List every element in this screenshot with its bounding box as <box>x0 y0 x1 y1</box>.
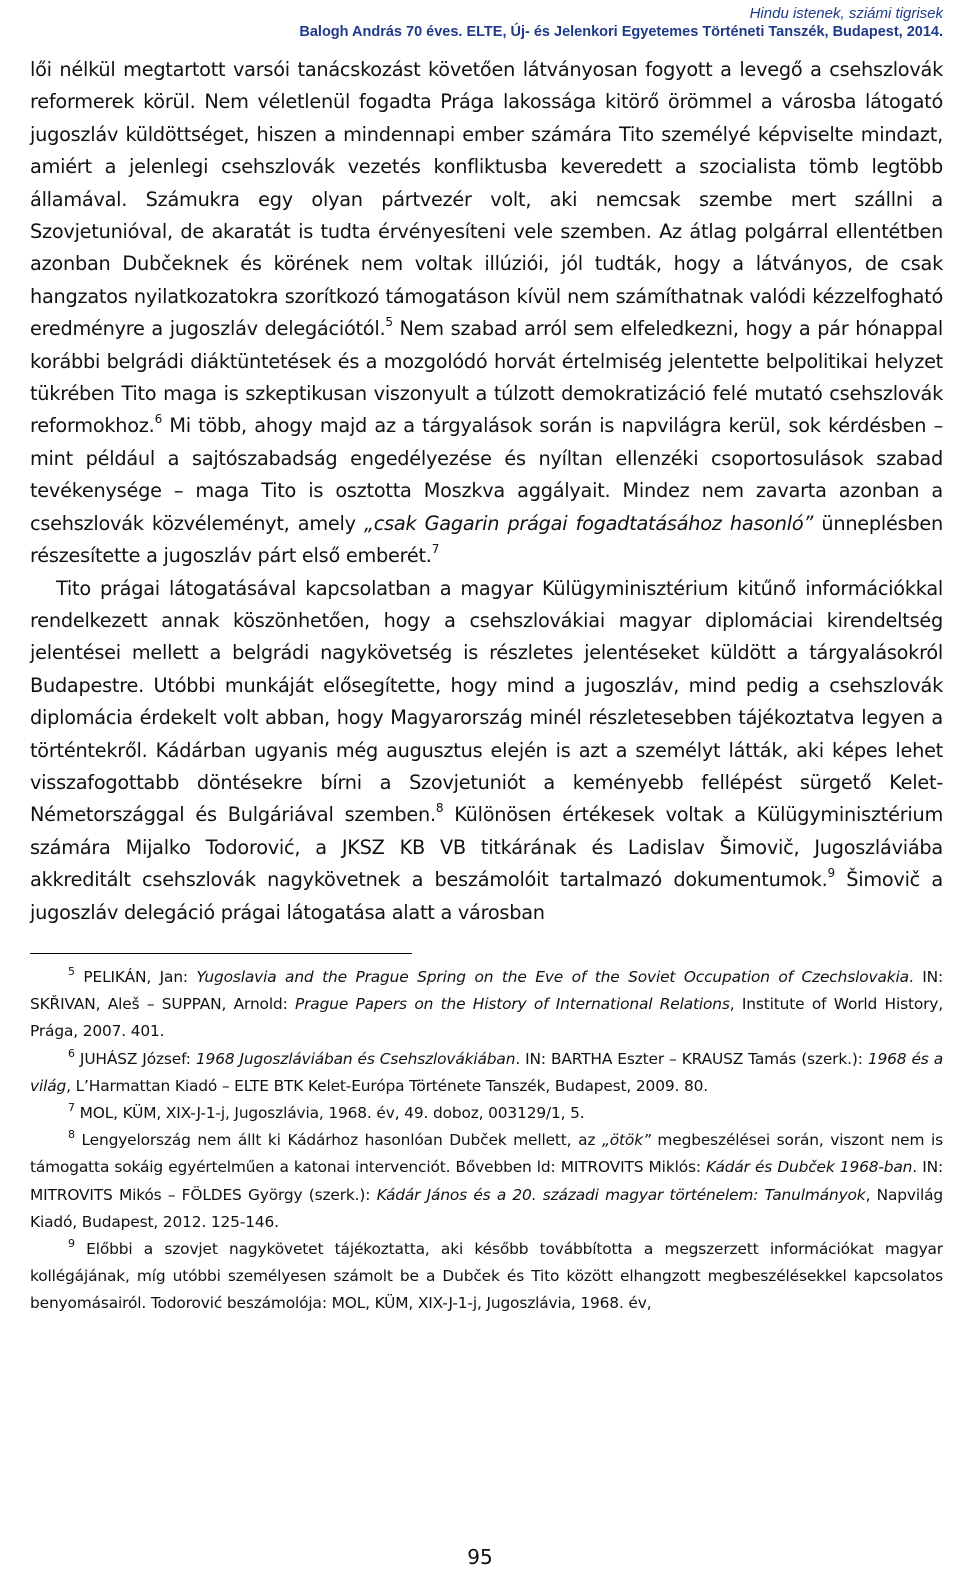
footnote-ref-6[interactable]: 6 <box>154 412 162 427</box>
document-page <box>30 0 943 1318</box>
header-title: Hindu istenek, sziámi tigrisek <box>749 5 943 22</box>
quotation: „csak Gagarin prágai fogadtatásához hasonló” <box>364 511 814 535</box>
footnote-divider <box>30 953 412 954</box>
page-number: 95 <box>467 1545 493 1569</box>
footnote-8: $^8$ Lengyelország nem állt ki Kádárhoz hasonlóan Dubček mellett, az „ötök” megbeszélései során, viszont nem is támogatta sokáig egyértelműen a katonai intervenciót. Bővebben ld: MITROVITS Miklós: Kádár és Dubček 1968-ban. IN: MITROVITS Mikós – FÖLDES György (szerk.): Kádár János és a 20. századi magyar történelem: Tanulmányok, Napvilág Kiadó, Budapest, 2012. 125-146. <box>30 1128 943 1231</box>
footnote-6: $^6$ JUHÁSZ József: 1968 Jugoszláviában és Csehszlovákiában. IN: BARTHA Eszter – KRAUSZ Tamás (szerk.): 1968 és a világ, L’Harmattan Kiadó – ELTE BTK Kelet-Európa Története Tanszék, Budapest, 2009. 80. <box>30 1046 943 1095</box>
running-header <box>30 0 943 42</box>
paragraph-1: lői nélkül megtartott varsói tanácskozást követően látványosan fogyott a levegő a csehszlovák reformerek körül. Nem véletlenül fogadta Prága lakossága kitörő örömmel a városba látogató jugoszláv küldöttséget, hiszen a mindennapi ember számára Tito személyé képviselte mindazt, amiért a jelenlegi csehszlovák vezetés konfliktusba keveredett a szocialista tömb legtöbb államával. Számukra egy olyan pártvezér volt, aki nemcsak szembe mert szállni a Szovjetunióval, de akaratát is tudta érvényesíteni vele szemben. Az átlag polgárral ellentétben azonban Dubčeknek és körének nem voltak illúziói, jól tudták, hogy a látványos, de csak hangzatos nyilatkozatokra szorítkozó támogatáson kívül nem számíthatnak valódi kézzelfogható eredményre a jugoszláv delegációtól.$^5$ Nem szabad arról sem elfeledkezni, hogy a pár hónappal korábbi belgrádi diáktüntetések és a mozgolódó horvát értelmiség jelentette belpolitikai helyzet tükrében Tito maga is szkeptikusan viszonyult a túlzott demokratizáció felé mutató csehszlovák reformokhoz.$^6$ Mi több, ahogy majd az a tárgyalások során is napvilágra kerül, sok kérdésben – mint például a sajtószabadság engedélyezése és nyíltan ellenzéki csoportosulások szabad tevékenysége – maga Tito is osztotta Moszkva aggályait. Mindez nem zavarta azonban a csehszlovák közvéleményt, amely „csak Gagarin prágai fogadtatásához hasonló” ünneplésben részesítette a jugoszláv párt első emberét.$^7$ <box>30 58 943 568</box>
paragraph-2: Tito prágai látogatásával kapcsolatban a magyar Külügyminisztérium kitűnő információkkal rendelkezett annak köszönhetően, hogy a csehszlovákiai magyar diplomáciai kirendeltség jelentései mellett a belgrádi nagykövetség is részletes jelentéseket küldött a tárgyalásokról Budapestre. Utóbbi munkáját elősegítette, hogy mind a jugoszláv, mind pedig a csehszlovák diplomácia érdekelt volt abban, hogy Magyarország minél részletesebben tájékoztatva legyen a történtekről. Kádárban ugyanis még augusztus elején is azt a személyt látták, aki képes lehet visszafogottabb döntésekre bírni a Szovjetuniót a keményebb fellépést sürgető Kelet-Németországgal és Bulgáriával szemben.$^8$ Különösen értékesek voltak a Külügyminisztérium számára Mijalko Todorović, a JKSZ KB VB titkárának és Ladislav Šimovič, Jugoszláviába akkreditált csehszlovák nagykövetnek a beszámolóit tartalmazó dokumentumok.$^9$ Šimovič a jugoszláv delegáció prágai látogatása alatt a városban <box>30 576 943 924</box>
footnote-ref-5[interactable]: 5 <box>385 315 393 330</box>
footnote-ref-7[interactable]: 7 <box>431 542 440 557</box>
footnote-9: $^9$ Előbbi a szovjet nagykövetet tájékoztatta, aki később továbbította a megszerzett információkat magyar kollégájának, míg utóbbi személyesen számolt be a Dubček és Tito között elhangzott megbeszélésekkel kapcsolatos benyomásairól. Todorović beszámolója: MOL, KÜM, XIX-J-1-j, Jugoszlávia, 1968. év, <box>30 1237 943 1313</box>
body-text <box>30 54 943 929</box>
footnote-5: $^5$ PELIKÁN, Jan: Yugoslavia and the Prague Spring on the Eve of the Soviet Occupation of Czechslovakia. IN: SKŘIVAN, Aleš – SUPPAN, Arnold: Prague Papers on the History of International Relations, Institute of World History, Prága, 2007. 401. <box>30 964 943 1041</box>
footnotes <box>30 964 943 1318</box>
header-subtitle: Balogh András 70 éves. ELTE, Új- és Jelenkori Egyetemes Történeti Tanszék, Budapest, 2014. <box>299 24 943 40</box>
footnote-ref-9[interactable]: 9 <box>827 866 835 881</box>
footnote-7: $^7$ MOL, KÜM, XIX-J-1-j, Jugoszlávia, 1968. év, 49. doboz, 003129/1, 5. <box>68 1100 585 1122</box>
footnote-ref-8[interactable]: 8 <box>435 801 444 816</box>
